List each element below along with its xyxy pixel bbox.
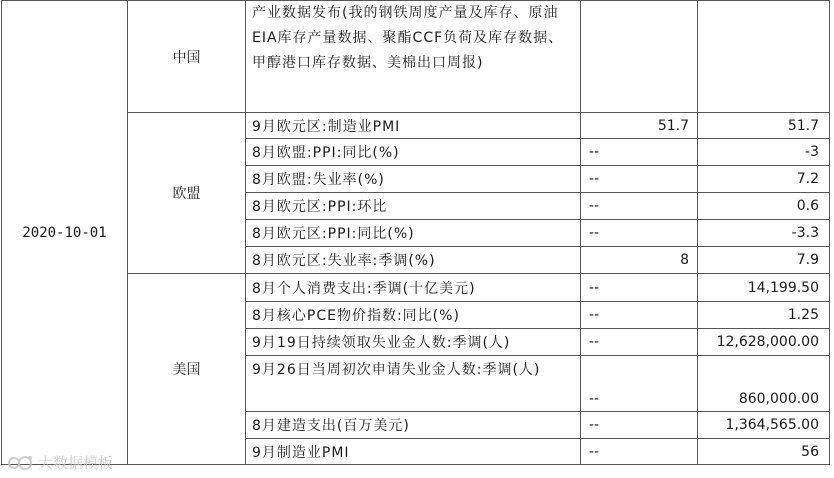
watermark-logo-icon [8,454,34,472]
item-cell: 9月制造业PMI [246,439,581,465]
actual-cell: 860,000.00 [698,356,830,412]
prev-cell: 51.7 [581,113,698,139]
prev-cell [581,1,698,113]
item-cell: 8月建造支出(百万美元) [246,412,581,439]
item-cell: 8月个人消费支出:季调(十亿美元) [246,274,581,302]
watermark-text: 大数据模板 [38,454,114,472]
prev-cell: -- [581,166,698,193]
item-cell: 8月欧元区:PPI:环比 [246,193,581,220]
prev-cell: -- [581,220,698,247]
item-cell: 9月19日持续领取失业金人数:季调(人) [246,329,581,356]
actual-cell: 1,364,565.00 [698,412,830,439]
actual-cell: 1.25 [698,302,830,329]
region-china: 中国 [128,1,246,113]
actual-cell: 51.7 [698,113,830,139]
actual-cell: 12,628,000.00 [698,329,830,356]
item-cell: 8月欧元区:失业率:季调(%) [246,247,581,274]
prev-cell: -- [581,439,698,465]
region-us: 美国 [128,274,246,465]
prev-cell: -- [581,356,698,412]
item-cell: 产业数据发布(我的钢铁周度产量及库存、原油EIA库存产量数据、聚酯CCF负荷及库存数据、甲醇港口库存数据、美棉出口周报) [246,1,581,113]
prev-cell: -- [581,302,698,329]
prev-cell: -- [581,329,698,356]
prev-cell: -- [581,274,698,302]
item-cell: 9月26日当周初次申请失业金人数:季调(人) [246,356,581,412]
item-cell: 8月欧盟:PPI:同比(%) [246,139,581,166]
prev-cell: 8 [581,247,698,274]
actual-cell: 56 [698,439,830,465]
economic-calendar-table [1,0,830,465]
actual-cell: -3.3 [698,220,830,247]
actual-cell: 14,199.50 [698,274,830,302]
actual-cell: 7.9 [698,247,830,274]
prev-cell: -- [581,193,698,220]
table-row [2,1,830,113]
actual-cell [698,1,830,113]
actual-cell: -3 [698,139,830,166]
prev-cell: -- [581,412,698,439]
item-cell: 8月欧盟:失业率(%) [246,166,581,193]
prev-cell: -- [581,139,698,166]
watermark [8,452,113,473]
actual-cell: 7.2 [698,166,830,193]
item-cell: 8月欧元区:PPI:同比(%) [246,220,581,247]
date-cell: 2020-10-01 [2,1,128,465]
actual-cell: 0.6 [698,193,830,220]
item-cell: 9月欧元区:制造业PMI [246,113,581,139]
item-cell: 8月核心PCE物价指数:同比(%) [246,302,581,329]
region-eu: 欧盟 [128,113,246,274]
